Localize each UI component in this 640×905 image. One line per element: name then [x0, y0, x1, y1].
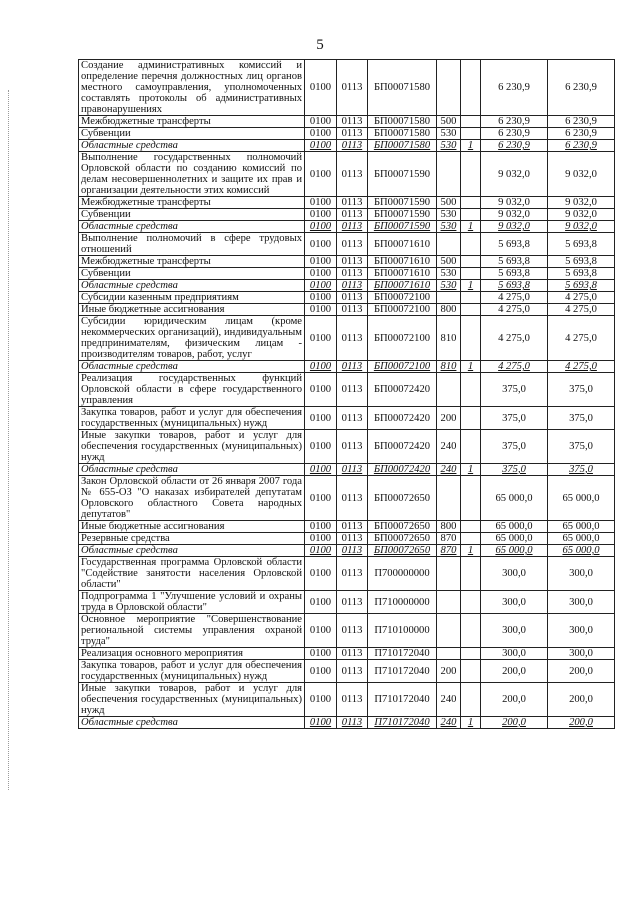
- section-code-cell: 0100: [305, 268, 337, 280]
- funding-source-cell: [461, 683, 481, 717]
- subsection-code-cell: 0113: [337, 717, 368, 729]
- table-row: [79, 292, 615, 304]
- subsection-code-cell: 0113: [337, 373, 368, 407]
- table-row: [79, 197, 615, 209]
- section-code-cell: 0100: [305, 140, 337, 152]
- expense-name-cell: Субсидии юридическим лицам (кроме некоммерческих организаций), индивидуальным предпринимателям, физическим лицам - производителям товаров, работ, услуг: [79, 316, 305, 361]
- funding-source-cell: 1: [461, 545, 481, 557]
- expense-name-cell: Субсидии казенным предприятиям: [79, 292, 305, 304]
- expense-name-cell: Создание административных комиссий и определение перечня должностных лиц органов местного самоуправления, уполномоченных составлять протоколы об административных правонарушениях: [79, 60, 305, 116]
- expense-type-cell: 810: [437, 361, 461, 373]
- target-article-cell: БП00072100: [368, 361, 437, 373]
- expense-name-cell: Государственная программа Орловской области "Содействие занятости населения Орловской области": [79, 557, 305, 591]
- expense-type-cell: [437, 373, 461, 407]
- expense-type-cell: [437, 292, 461, 304]
- target-article-cell: БП00071590: [368, 152, 437, 197]
- amount-year-1-cell: 375,0: [481, 430, 548, 464]
- section-code-cell: 0100: [305, 464, 337, 476]
- amount-year-2-cell: 6 230,9: [548, 128, 615, 140]
- amount-year-2-cell: 6 230,9: [548, 60, 615, 116]
- expense-name-cell: Выполнение полномочий в сфере трудовых отношений: [79, 233, 305, 256]
- expense-type-cell: 530: [437, 209, 461, 221]
- funding-source-cell: [461, 256, 481, 268]
- section-code-cell: 0100: [305, 209, 337, 221]
- expense-type-cell: 530: [437, 268, 461, 280]
- expense-type-cell: 200: [437, 660, 461, 683]
- expense-name-cell: Областные средства: [79, 545, 305, 557]
- funding-source-cell: [461, 152, 481, 197]
- section-code-cell: 0100: [305, 128, 337, 140]
- section-code-cell: 0100: [305, 614, 337, 648]
- funding-source-cell: [461, 591, 481, 614]
- expense-name-cell: Областные средства: [79, 221, 305, 233]
- target-article-cell: БП00071590: [368, 197, 437, 209]
- funding-source-cell: [461, 373, 481, 407]
- target-article-cell: БП00072650: [368, 545, 437, 557]
- expense-type-cell: 500: [437, 197, 461, 209]
- subsection-code-cell: 0113: [337, 660, 368, 683]
- amount-year-2-cell: 300,0: [548, 648, 615, 660]
- table-row: [79, 648, 615, 660]
- amount-year-1-cell: 200,0: [481, 683, 548, 717]
- section-code-cell: 0100: [305, 591, 337, 614]
- expense-name-cell: Субвенции: [79, 268, 305, 280]
- funding-source-cell: [461, 116, 481, 128]
- subsection-code-cell: 0113: [337, 292, 368, 304]
- target-article-cell: БП00071590: [368, 209, 437, 221]
- budget-table: [78, 59, 615, 729]
- binding-margin-line: [8, 90, 9, 790]
- target-article-cell: БП00071610: [368, 280, 437, 292]
- amount-year-1-cell: 6 230,9: [481, 116, 548, 128]
- funding-source-cell: [461, 316, 481, 361]
- funding-source-cell: [461, 660, 481, 683]
- expense-name-cell: Закупка товаров, работ и услуг для обеспечения государственных (муниципальных) нужд: [79, 660, 305, 683]
- subsection-code-cell: 0113: [337, 209, 368, 221]
- subsection-code-cell: 0113: [337, 197, 368, 209]
- target-article-cell: БП00071580: [368, 116, 437, 128]
- section-code-cell: 0100: [305, 533, 337, 545]
- amount-year-2-cell: 200,0: [548, 717, 615, 729]
- subsection-code-cell: 0113: [337, 614, 368, 648]
- amount-year-1-cell: 6 230,9: [481, 140, 548, 152]
- subsection-code-cell: 0113: [337, 268, 368, 280]
- subsection-code-cell: 0113: [337, 316, 368, 361]
- amount-year-1-cell: 4 275,0: [481, 304, 548, 316]
- subsection-code-cell: 0113: [337, 233, 368, 256]
- section-code-cell: 0100: [305, 557, 337, 591]
- funding-source-cell: [461, 430, 481, 464]
- amount-year-1-cell: 200,0: [481, 660, 548, 683]
- amount-year-2-cell: 4 275,0: [548, 292, 615, 304]
- target-article-cell: П710172040: [368, 660, 437, 683]
- expense-type-cell: 530: [437, 140, 461, 152]
- target-article-cell: П710100000: [368, 614, 437, 648]
- expense-name-cell: Закупка товаров, работ и услуг для обеспечения государственных (муниципальных) нужд: [79, 407, 305, 430]
- target-article-cell: БП00071610: [368, 268, 437, 280]
- target-article-cell: БП00071580: [368, 128, 437, 140]
- amount-year-1-cell: 9 032,0: [481, 221, 548, 233]
- expense-name-cell: Иные закупки товаров, работ и услуг для обеспечения государственных (муниципальных) нужд: [79, 683, 305, 717]
- table-row: [79, 533, 615, 545]
- expense-name-cell: Областные средства: [79, 464, 305, 476]
- subsection-code-cell: 0113: [337, 304, 368, 316]
- section-code-cell: 0100: [305, 221, 337, 233]
- subsection-code-cell: 0113: [337, 476, 368, 521]
- expense-name-cell: Резервные средства: [79, 533, 305, 545]
- subsection-code-cell: 0113: [337, 60, 368, 116]
- table-row: [79, 407, 615, 430]
- amount-year-2-cell: 5 693,8: [548, 233, 615, 256]
- target-article-cell: БП00072420: [368, 407, 437, 430]
- expense-name-cell: Областные средства: [79, 717, 305, 729]
- section-code-cell: 0100: [305, 521, 337, 533]
- table-row: [79, 614, 615, 648]
- funding-source-cell: [461, 648, 481, 660]
- amount-year-1-cell: 6 230,9: [481, 128, 548, 140]
- target-article-cell: П700000000: [368, 557, 437, 591]
- amount-year-1-cell: 200,0: [481, 717, 548, 729]
- amount-year-2-cell: 65 000,0: [548, 545, 615, 557]
- target-article-cell: П710172040: [368, 648, 437, 660]
- section-code-cell: 0100: [305, 304, 337, 316]
- funding-source-cell: [461, 304, 481, 316]
- expense-name-cell: Областные средства: [79, 140, 305, 152]
- expense-name-cell: Подпрограмма 1 "Улучшение условий и охраны труда в Орловской области": [79, 591, 305, 614]
- expense-type-cell: 800: [437, 521, 461, 533]
- subsection-code-cell: 0113: [337, 464, 368, 476]
- amount-year-1-cell: 4 275,0: [481, 292, 548, 304]
- subsection-code-cell: 0113: [337, 533, 368, 545]
- section-code-cell: 0100: [305, 197, 337, 209]
- section-code-cell: 0100: [305, 407, 337, 430]
- expense-type-cell: 200: [437, 407, 461, 430]
- funding-source-cell: [461, 407, 481, 430]
- table-row: [79, 116, 615, 128]
- subsection-code-cell: 0113: [337, 683, 368, 717]
- expense-name-cell: Иные бюджетные ассигнования: [79, 304, 305, 316]
- funding-source-cell: [461, 268, 481, 280]
- section-code-cell: 0100: [305, 316, 337, 361]
- funding-source-cell: 1: [461, 464, 481, 476]
- funding-source-cell: [461, 521, 481, 533]
- amount-year-1-cell: 375,0: [481, 407, 548, 430]
- section-code-cell: 0100: [305, 60, 337, 116]
- amount-year-1-cell: 9 032,0: [481, 197, 548, 209]
- amount-year-1-cell: 300,0: [481, 557, 548, 591]
- subsection-code-cell: 0113: [337, 152, 368, 197]
- amount-year-2-cell: 375,0: [548, 430, 615, 464]
- amount-year-2-cell: 4 275,0: [548, 361, 615, 373]
- amount-year-2-cell: 375,0: [548, 464, 615, 476]
- amount-year-2-cell: 65 000,0: [548, 476, 615, 521]
- funding-source-cell: 1: [461, 280, 481, 292]
- table-row: [79, 591, 615, 614]
- section-code-cell: 0100: [305, 430, 337, 464]
- amount-year-1-cell: 5 693,8: [481, 256, 548, 268]
- expense-name-cell: Межбюджетные трансферты: [79, 116, 305, 128]
- subsection-code-cell: 0113: [337, 140, 368, 152]
- amount-year-1-cell: 65 000,0: [481, 476, 548, 521]
- amount-year-1-cell: 300,0: [481, 591, 548, 614]
- expense-name-cell: Областные средства: [79, 280, 305, 292]
- expense-name-cell: Межбюджетные трансферты: [79, 256, 305, 268]
- section-code-cell: 0100: [305, 152, 337, 197]
- subsection-code-cell: 0113: [337, 557, 368, 591]
- amount-year-2-cell: 9 032,0: [548, 221, 615, 233]
- expense-type-cell: 500: [437, 116, 461, 128]
- amount-year-1-cell: 65 000,0: [481, 545, 548, 557]
- amount-year-2-cell: 5 693,8: [548, 256, 615, 268]
- expense-name-cell: Реализация основного мероприятия: [79, 648, 305, 660]
- subsection-code-cell: 0113: [337, 221, 368, 233]
- expense-type-cell: [437, 614, 461, 648]
- amount-year-2-cell: 300,0: [548, 557, 615, 591]
- amount-year-1-cell: 5 693,8: [481, 280, 548, 292]
- section-code-cell: 0100: [305, 280, 337, 292]
- subsection-code-cell: 0113: [337, 521, 368, 533]
- table-row: [79, 464, 615, 476]
- amount-year-2-cell: 375,0: [548, 407, 615, 430]
- expense-type-cell: 810: [437, 316, 461, 361]
- target-article-cell: БП00072100: [368, 304, 437, 316]
- table-row: [79, 430, 615, 464]
- expense-type-cell: 530: [437, 128, 461, 140]
- expense-name-cell: Закон Орловской области от 26 января 2007 года № 655-ОЗ "О наказах избирателей депутатам Орловского областного Совета народных депутатов": [79, 476, 305, 521]
- table-row: [79, 717, 615, 729]
- table-row: [79, 221, 615, 233]
- amount-year-1-cell: 375,0: [481, 464, 548, 476]
- target-article-cell: БП00072100: [368, 316, 437, 361]
- amount-year-1-cell: 300,0: [481, 648, 548, 660]
- amount-year-2-cell: 6 230,9: [548, 140, 615, 152]
- table-row: [79, 521, 615, 533]
- target-article-cell: БП00071610: [368, 256, 437, 268]
- subsection-code-cell: 0113: [337, 407, 368, 430]
- amount-year-1-cell: 65 000,0: [481, 533, 548, 545]
- table-row: [79, 361, 615, 373]
- subsection-code-cell: 0113: [337, 361, 368, 373]
- expense-type-cell: 870: [437, 533, 461, 545]
- table-row: [79, 373, 615, 407]
- expense-type-cell: [437, 60, 461, 116]
- expense-type-cell: [437, 648, 461, 660]
- table-row: [79, 128, 615, 140]
- expense-type-cell: [437, 233, 461, 256]
- target-article-cell: БП00072650: [368, 533, 437, 545]
- table-row: [79, 280, 615, 292]
- target-article-cell: БП00072420: [368, 430, 437, 464]
- amount-year-1-cell: 375,0: [481, 373, 548, 407]
- table-row: [79, 268, 615, 280]
- target-article-cell: БП00072100: [368, 292, 437, 304]
- amount-year-1-cell: 6 230,9: [481, 60, 548, 116]
- target-article-cell: БП00072650: [368, 476, 437, 521]
- amount-year-1-cell: 65 000,0: [481, 521, 548, 533]
- amount-year-2-cell: 6 230,9: [548, 116, 615, 128]
- subsection-code-cell: 0113: [337, 545, 368, 557]
- expense-name-cell: Межбюджетные трансферты: [79, 197, 305, 209]
- amount-year-2-cell: 300,0: [548, 591, 615, 614]
- expense-type-cell: 500: [437, 256, 461, 268]
- table-row: [79, 476, 615, 521]
- amount-year-2-cell: 300,0: [548, 614, 615, 648]
- expense-name-cell: Иные закупки товаров, работ и услуг для обеспечения государственных (муниципальных) нужд: [79, 430, 305, 464]
- amount-year-1-cell: 5 693,8: [481, 233, 548, 256]
- target-article-cell: П710172040: [368, 717, 437, 729]
- funding-source-cell: [461, 533, 481, 545]
- section-code-cell: 0100: [305, 660, 337, 683]
- funding-source-cell: [461, 614, 481, 648]
- section-code-cell: 0100: [305, 116, 337, 128]
- funding-source-cell: [461, 557, 481, 591]
- expense-type-cell: 240: [437, 430, 461, 464]
- subsection-code-cell: 0113: [337, 591, 368, 614]
- subsection-code-cell: 0113: [337, 128, 368, 140]
- table-row: [79, 140, 615, 152]
- amount-year-2-cell: 9 032,0: [548, 209, 615, 221]
- expense-name-cell: Субвенции: [79, 128, 305, 140]
- target-article-cell: БП00071590: [368, 221, 437, 233]
- table-row: [79, 233, 615, 256]
- expense-type-cell: 240: [437, 464, 461, 476]
- target-article-cell: БП00071580: [368, 140, 437, 152]
- table-row: [79, 557, 615, 591]
- funding-source-cell: [461, 292, 481, 304]
- target-article-cell: БП00072650: [368, 521, 437, 533]
- expense-type-cell: 240: [437, 683, 461, 717]
- target-article-cell: БП00072420: [368, 373, 437, 407]
- table-row: [79, 304, 615, 316]
- amount-year-1-cell: 9 032,0: [481, 152, 548, 197]
- funding-source-cell: [461, 209, 481, 221]
- funding-source-cell: 1: [461, 140, 481, 152]
- funding-source-cell: [461, 197, 481, 209]
- section-code-cell: 0100: [305, 361, 337, 373]
- amount-year-2-cell: 200,0: [548, 660, 615, 683]
- target-article-cell: БП00071580: [368, 60, 437, 116]
- amount-year-1-cell: 4 275,0: [481, 361, 548, 373]
- expense-name-cell: Субвенции: [79, 209, 305, 221]
- amount-year-2-cell: 375,0: [548, 373, 615, 407]
- amount-year-2-cell: 4 275,0: [548, 304, 615, 316]
- amount-year-2-cell: 200,0: [548, 683, 615, 717]
- amount-year-1-cell: 5 693,8: [481, 268, 548, 280]
- target-article-cell: БП00071610: [368, 233, 437, 256]
- subsection-code-cell: 0113: [337, 256, 368, 268]
- table-row: [79, 209, 615, 221]
- funding-source-cell: [461, 233, 481, 256]
- expense-type-cell: 530: [437, 221, 461, 233]
- target-article-cell: П710000000: [368, 591, 437, 614]
- table-row: [79, 683, 615, 717]
- expense-type-cell: [437, 476, 461, 521]
- page-number: 5: [316, 37, 324, 53]
- expense-type-cell: 240: [437, 717, 461, 729]
- target-article-cell: П710172040: [368, 683, 437, 717]
- expense-type-cell: [437, 591, 461, 614]
- table-row: [79, 60, 615, 116]
- amount-year-2-cell: 5 693,8: [548, 280, 615, 292]
- expense-name-cell: Выполнение государственных полномочий Орловской области по созданию комиссий по делам несовершеннолетних и защите их прав и организации деятельности этих комиссий: [79, 152, 305, 197]
- expense-name-cell: Реализация государственных функций Орловской области в сфере государственного управления: [79, 373, 305, 407]
- amount-year-2-cell: 65 000,0: [548, 521, 615, 533]
- table-row: [79, 316, 615, 361]
- target-article-cell: БП00072420: [368, 464, 437, 476]
- expense-type-cell: 870: [437, 545, 461, 557]
- subsection-code-cell: 0113: [337, 280, 368, 292]
- funding-source-cell: [461, 476, 481, 521]
- amount-year-2-cell: 65 000,0: [548, 533, 615, 545]
- amount-year-1-cell: 300,0: [481, 614, 548, 648]
- funding-source-cell: [461, 128, 481, 140]
- amount-year-2-cell: 5 693,8: [548, 268, 615, 280]
- subsection-code-cell: 0113: [337, 648, 368, 660]
- table-row: [79, 545, 615, 557]
- subsection-code-cell: 0113: [337, 116, 368, 128]
- section-code-cell: 0100: [305, 476, 337, 521]
- amount-year-2-cell: 9 032,0: [548, 152, 615, 197]
- table-row: [79, 660, 615, 683]
- expense-type-cell: 530: [437, 280, 461, 292]
- table-row: [79, 256, 615, 268]
- expense-name-cell: Основное мероприятие "Совершенствование региональной системы управления охраной труда": [79, 614, 305, 648]
- section-code-cell: 0100: [305, 292, 337, 304]
- expense-name-cell: Областные средства: [79, 361, 305, 373]
- amount-year-1-cell: 4 275,0: [481, 316, 548, 361]
- amount-year-2-cell: 9 032,0: [548, 197, 615, 209]
- expense-type-cell: [437, 557, 461, 591]
- table-row: [79, 152, 615, 197]
- expense-type-cell: [437, 152, 461, 197]
- subsection-code-cell: 0113: [337, 430, 368, 464]
- expense-type-cell: 800: [437, 304, 461, 316]
- expense-name-cell: Иные бюджетные ассигнования: [79, 521, 305, 533]
- section-code-cell: 0100: [305, 233, 337, 256]
- amount-year-2-cell: 4 275,0: [548, 316, 615, 361]
- section-code-cell: 0100: [305, 373, 337, 407]
- section-code-cell: 0100: [305, 717, 337, 729]
- funding-source-cell: [461, 60, 481, 116]
- budget-table-body: [79, 60, 615, 729]
- section-code-cell: 0100: [305, 545, 337, 557]
- section-code-cell: 0100: [305, 648, 337, 660]
- funding-source-cell: 1: [461, 221, 481, 233]
- funding-source-cell: 1: [461, 361, 481, 373]
- section-code-cell: 0100: [305, 683, 337, 717]
- amount-year-1-cell: 9 032,0: [481, 209, 548, 221]
- funding-source-cell: 1: [461, 717, 481, 729]
- section-code-cell: 0100: [305, 256, 337, 268]
